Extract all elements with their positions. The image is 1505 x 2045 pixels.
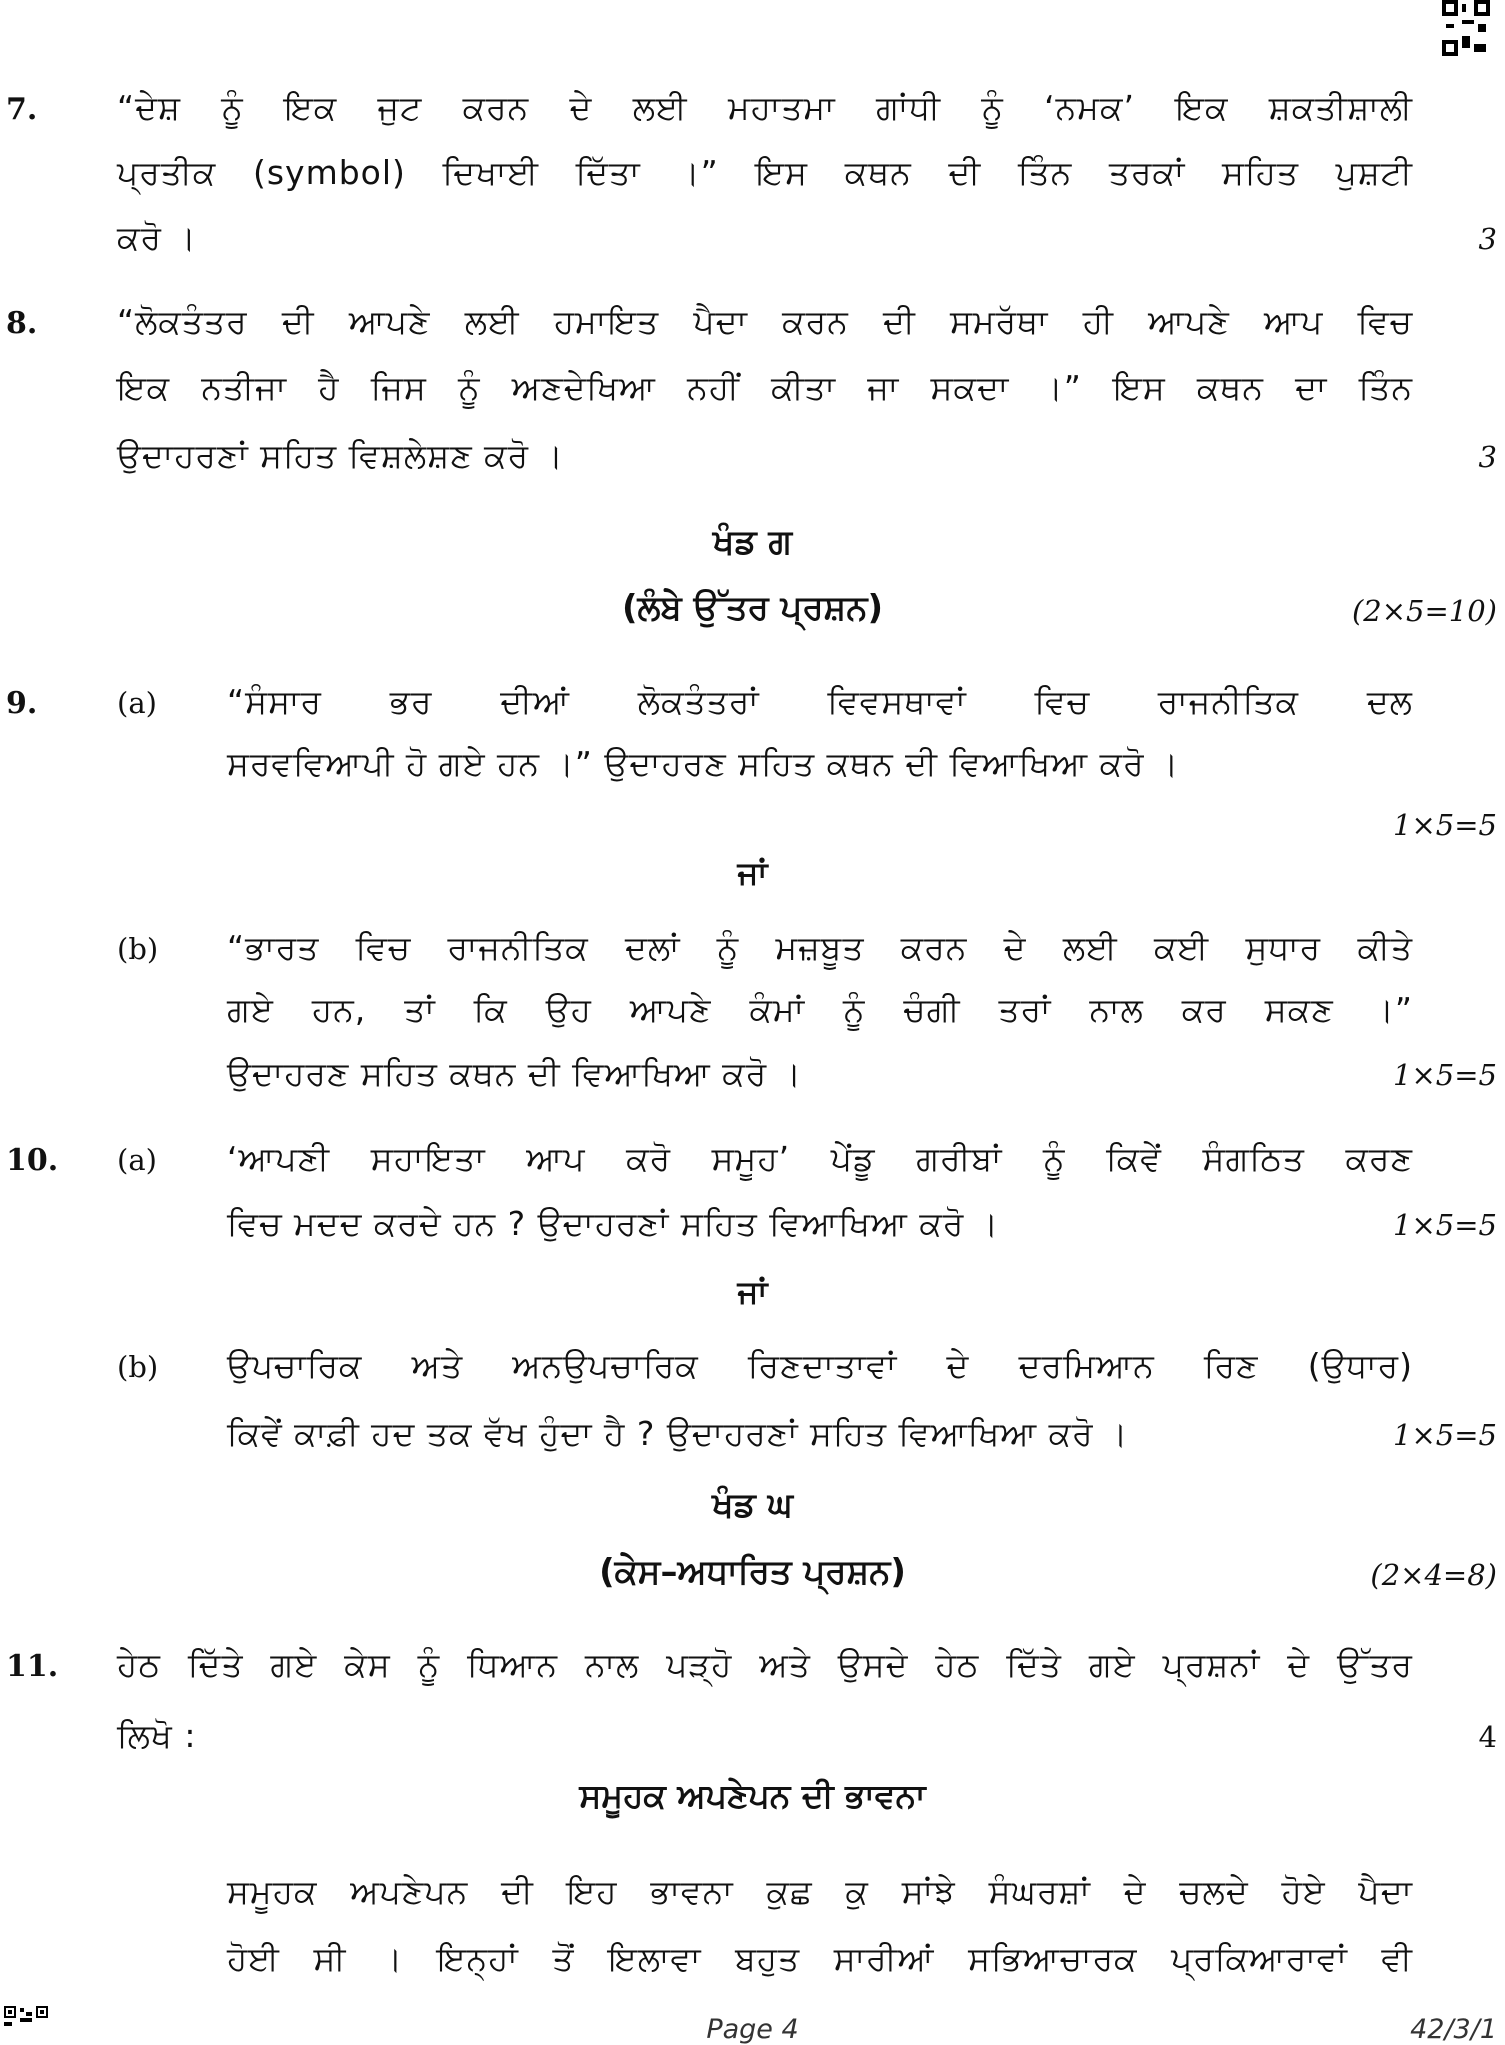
section-marks: (2×5=10) [1351, 594, 1497, 628]
section-title: ਖੰਡ ਗ [712, 522, 793, 562]
sub-question-label: (a) [117, 686, 157, 720]
question-text-line: ਇਕ ਨਤੀਜਾ ਹੈ ਜਿਸ ਨੂੰ ਅਣਦੇਖਿਆ ਨਹੀਂ ਕੀਤਾ ਜਾ ਸਕਦਾ ।” ਇਸ ਕਥਨ ਦਾ ਤਿੰਨ [117, 368, 1413, 407]
question-number: 7. [6, 92, 38, 127]
marks-label: 1×5=5 [1393, 1208, 1497, 1242]
section-subtitle: (ਕੇਸ–ਅਧਾਰਿਤ ਪ੍ਰਸ਼ਨ) [599, 1552, 906, 1592]
question-text-line: “ਲੋਕਤੰਤਰ ਦੀ ਆਪਣੇ ਲਈ ਹਮਾਇਤ ਪੈਦਾ ਕਰਨ ਦੀ ਸਮਰੱਥਾ ਹੀ ਆਪਣੇ ਆਪ ਵਿਚ [117, 302, 1413, 341]
section-subtitle: (ਲੰਬੇ ਉੱਤਰ ਪ੍ਰਸ਼ਨ) [622, 588, 883, 628]
question-number: 10. [6, 1143, 59, 1178]
question-text-line: ਵਿਚ ਮਦਦ ਕਰਦੇ ਹਨ ? ਉਦਾਹਰਣਾਂ ਸਹਿਤ ਵਿਆਖਿਆ ਕਰੋ । [227, 1204, 1000, 1243]
qr-code-icon [1442, 0, 1490, 56]
question-number: 8. [6, 306, 38, 341]
case-title: ਸਮੂਹਕ ਅਪਣੇਪਨ ਦੀ ਭਾਵਨਾ [579, 1776, 926, 1815]
case-text-line: ਹੋਈ ਸੀ । ਇਨ੍ਹਾਂ ਤੋਂ ਇਲਾਵਾ ਬਹੁਤ ਸਾਰੀਆਂ ਸਭਿਆਚਾਰਕ ਪ੍ਰਕਿਆਰਾਵਾਂ ਵੀ [227, 1939, 1413, 1978]
section-marks: (2×4=8) [1370, 1558, 1497, 1592]
sub-question-label: (b) [117, 1350, 159, 1384]
question-text-line: ‘ਆਪਣੀ ਸਹਾਇਤਾ ਆਪ ਕਰੋ ਸਮੂਹ’ ਪੇਂਡੂ ਗਰੀਬਾਂ ਨੂੰ ਕਿਵੇਂ ਸੰਗਠਿਤ ਕਰਣ [227, 1139, 1413, 1178]
question-text-line: ਹੇਠ ਦਿੱਤੇ ਗਏ ਕੇਸ ਨੂੰ ਧਿਆਨ ਨਾਲ ਪੜ੍ਹੋ ਅਤੇ ਉਸਦੇ ਹੇਠ ਦਿੱਤੇ ਗਏ ਪ੍ਰਸ਼ਨਾਂ ਦੇ ਉੱਤਰ [117, 1645, 1413, 1684]
or-label: ਜਾਂ [737, 1273, 768, 1311]
question-text-line: “ਭਾਰਤ ਵਿਚ ਰਾਜਨੀਤਿਕ ਦਲਾਂ ਨੂੰ ਮਜ਼ਬੂਤ ਕਰਨ ਦੇ ਲਈ ਕਈ ਸੁਧਾਰ ਕੀਤੇ [227, 928, 1413, 967]
question-text-line: ਸਰਵਵਿਆਪੀ ਹੋ ਗਏ ਹਨ ।” ਉਦਾਹਰਣ ਸਹਿਤ ਕਥਨ ਦੀ ਵਿਆਖਿਆ ਕਰੋ । [227, 744, 1180, 783]
question-number: 9. [6, 686, 38, 721]
question-text-line: ਲਿਖੋ : [117, 1716, 197, 1755]
paper-code: 42/3/1 [1410, 2014, 1497, 2045]
marks-label: 1×5=5 [1393, 808, 1497, 842]
page-number: Page 4 [706, 2014, 799, 2045]
marks-label: 3 [1478, 222, 1497, 256]
case-text-line: ਸਮੂਹਕ ਅਪਣੇਪਨ ਦੀ ਇਹ ਭਾਵਨਾ ਕੁਛ ਕੁ ਸਾਂਝੇ ਸੰਘਰਸ਼ਾਂ ਦੇ ਚਲਦੇ ਹੋਏ ਪੈਦਾ [227, 1872, 1413, 1911]
marks-label: 1×5=5 [1393, 1058, 1497, 1092]
section-title: ਖੰਡ ਘ [712, 1485, 793, 1525]
question-text-line: ਉਪਚਾਰਿਕ ਅਤੇ ਅਨਉਪਚਾਰਿਕ ਰਿਣਦਾਤਾਵਾਂ ਦੇ ਦਰਮਿਆਨ ਰਿਣ (ਉਧਾਰ) [227, 1346, 1413, 1385]
question-text-line: ਪ੍ਰਤੀਕ (symbol) ਦਿਖਾਈ ਦਿੱਤਾ ।” ਇਸ ਕਥਨ ਦੀ ਤਿੰਨ ਤਰਕਾਂ ਸਹਿਤ ਪੁਸ਼ਟੀ [117, 153, 1413, 192]
question-text-line: ਗਏ ਹਨ, ਤਾਂ ਕਿ ਉਹ ਆਪਣੇ ਕੰਮਾਂ ਨੂੰ ਚੰਗੀ ਤਰਾਂ ਨਾਲ ਕਰ ਸਕਣ ।” [227, 990, 1413, 1029]
marks-label: 4 [1478, 1720, 1497, 1754]
question-text-line: ਉਦਾਹਰਣ ਸਹਿਤ ਕਥਨ ਦੀ ਵਿਆਖਿਆ ਕਰੋ । [227, 1054, 802, 1093]
sub-question-label: (b) [117, 932, 159, 966]
question-text-line: “ਦੇਸ਼ ਨੂੰ ਇਕ ਜੁਟ ਕਰਨ ਦੇ ਲਈ ਮਹਾਤਮਾ ਗਾਂਧੀ ਨੂੰ ‘ਨਮਕ’ ਇਕ ਸ਼ਕਤੀਸ਼ਾਲੀ [117, 88, 1413, 127]
question-text-line: ਉਦਾਹਰਣਾਂ ਸਹਿਤ ਵਿਸ਼ਲੇਸ਼ਣ ਕਰੋ । [117, 436, 564, 475]
sub-question-label: (a) [117, 1143, 157, 1177]
question-text-line: “ਸੰਸਾਰ ਭਰ ਦੀਆਂ ਲੋਕਤੰਤਰਾਂ ਵਿਵਸਥਾਵਾਂ ਵਿਚ ਰਾਜਨੀਤਿਕ ਦਲ [227, 682, 1413, 721]
marks-label: 1×5=5 [1393, 1418, 1497, 1452]
marks-label: 3 [1478, 440, 1497, 474]
question-text-line: ਕਰੋ । [117, 218, 197, 257]
or-label: ਜਾਂ [737, 854, 768, 892]
question-text-line: ਕਿਵੇਂ ਕਾਫ਼ੀ ਹਦ ਤਕ ਵੱਖ ਹੁੰਦਾ ਹੈ ? ਉਦਾਹਰਣਾਂ ਸਹਿਤ ਵਿਆਖਿਆ ਕਰੋ । [227, 1414, 1129, 1453]
question-number: 11. [6, 1649, 59, 1684]
